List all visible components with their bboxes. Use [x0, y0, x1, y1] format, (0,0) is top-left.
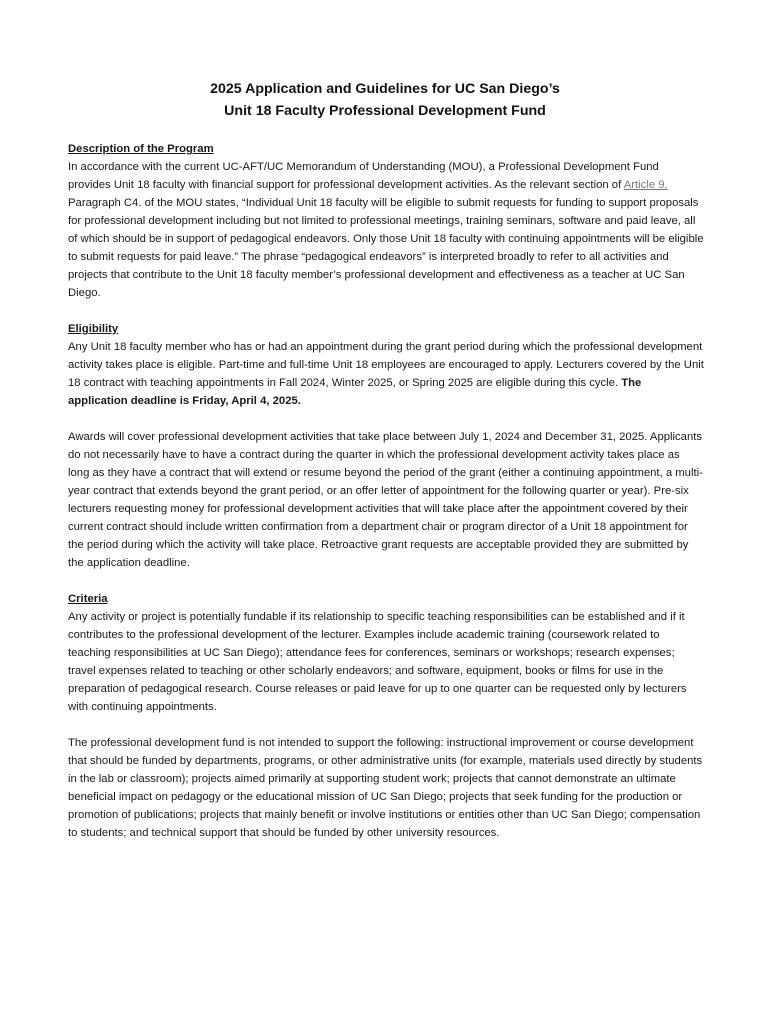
article-9-link[interactable]: Article 9,	[623, 179, 668, 191]
awards-paragraph: Awards will cover professional development activities that take place between July 1, 2024 and December 31, 2025. Applicants do not necessarily have to have a contract during the quarter in which the professional development activity takes place as long as they have a contract that will extend or resume beyond the period of the grant (either a continuing appointment, a multi-year contract that extends beyond the grant period, or an offer letter of appointment for the following quarter or year). Pre-six lecturers requesting money for professional development activities that will take place after the appointment covered by their current contract should include written confirmation from a department chair or program director of a Unit 18 appointment for the period during which the activity will take place. Retroactive grant requests are acceptable provided they are submitted by the application deadline.	[68, 431, 703, 569]
document-title	[0, 78, 770, 122]
title-line-1: 2025 Application and Guidelines for UC San Diego’s	[210, 81, 560, 97]
application-deadline: The application deadline is Friday, April 4, 2025.	[68, 377, 642, 407]
eligibility-paragraph	[68, 338, 704, 410]
eligibility-heading: Eligibility	[68, 323, 119, 335]
document-body	[68, 140, 704, 842]
criteria-paragraph: Any activity or project is potentially fundable if its relationship to specific teaching responsibilities can be established and if it contributes to the professional development of the lecturer. Examples include academic training (coursework related to teaching responsibilities at UC San Diego); attendance fees for conferences, seminars or workshops; research expenses; travel expenses related to teaching or other scholarly endeavors; and software, equipment, books or films for use in the preparation of pedagogical research. Course releases or paid leave for up to one quarter can be requested only by lecturers with continuing appointments.	[68, 611, 687, 713]
description-text-start: In accordance with the current UC-AFT/UC Memorandum of Understanding (MOU), a Professional Development Fund provides Unit 18 faculty with financial support for professional development activities. As the relevant section of	[68, 161, 659, 191]
not-supported-paragraph: The professional development fund is not intended to support the following: instructional improvement or course development that should be funded by departments, programs, or other administrative units (for example, materials used directly by students in the lab or classroom); projects aimed primarily at supporting student work; projects that cannot demonstrate an ultimate beneficial impact on pedagogy or the educational mission of UC San Diego; projects that seek funding for the production or promotion of publications; projects that mainly benefit or involve institutions or entities other than UC San Diego; compensation to students; and technical support that should be funded by other university resources.	[68, 737, 703, 839]
eligibility-text: Any Unit 18 faculty member who has or had an appointment during the grant period during which the professional development activity takes place is eligible. Part-time and full-time Unit 18 employees are encouraged to apply. Lecturers covered by the Unit 18 contract with teaching appointments in Fall 2024, Winter 2025, or Spring 2025 are eligible during this cycle.	[68, 341, 704, 389]
title-line-2: Unit 18 Faculty Professional Development Fund	[224, 103, 546, 119]
description-heading: Description of the Program	[68, 143, 214, 155]
description-paragraph	[68, 158, 704, 302]
criteria-heading: Criteria	[68, 593, 108, 605]
description-text-end: Paragraph C4. of the MOU states, “Individual Unit 18 faculty will be eligible to submit requests for funding to support proposals for professional development including but not limited to professional meetings, training seminars, software and paid leave, all of which should be in support of pedagogical endeavors. Only those Unit 18 faculty with continuing appointments will be eligible to submit requests for paid leave.” The phrase “pedagogical endeavors” is interpreted broadly to refer to all activities and projects that contribute to the Unit 18 faculty member’s professional development and effectiveness as a teacher at UC San Diego.	[68, 197, 704, 299]
